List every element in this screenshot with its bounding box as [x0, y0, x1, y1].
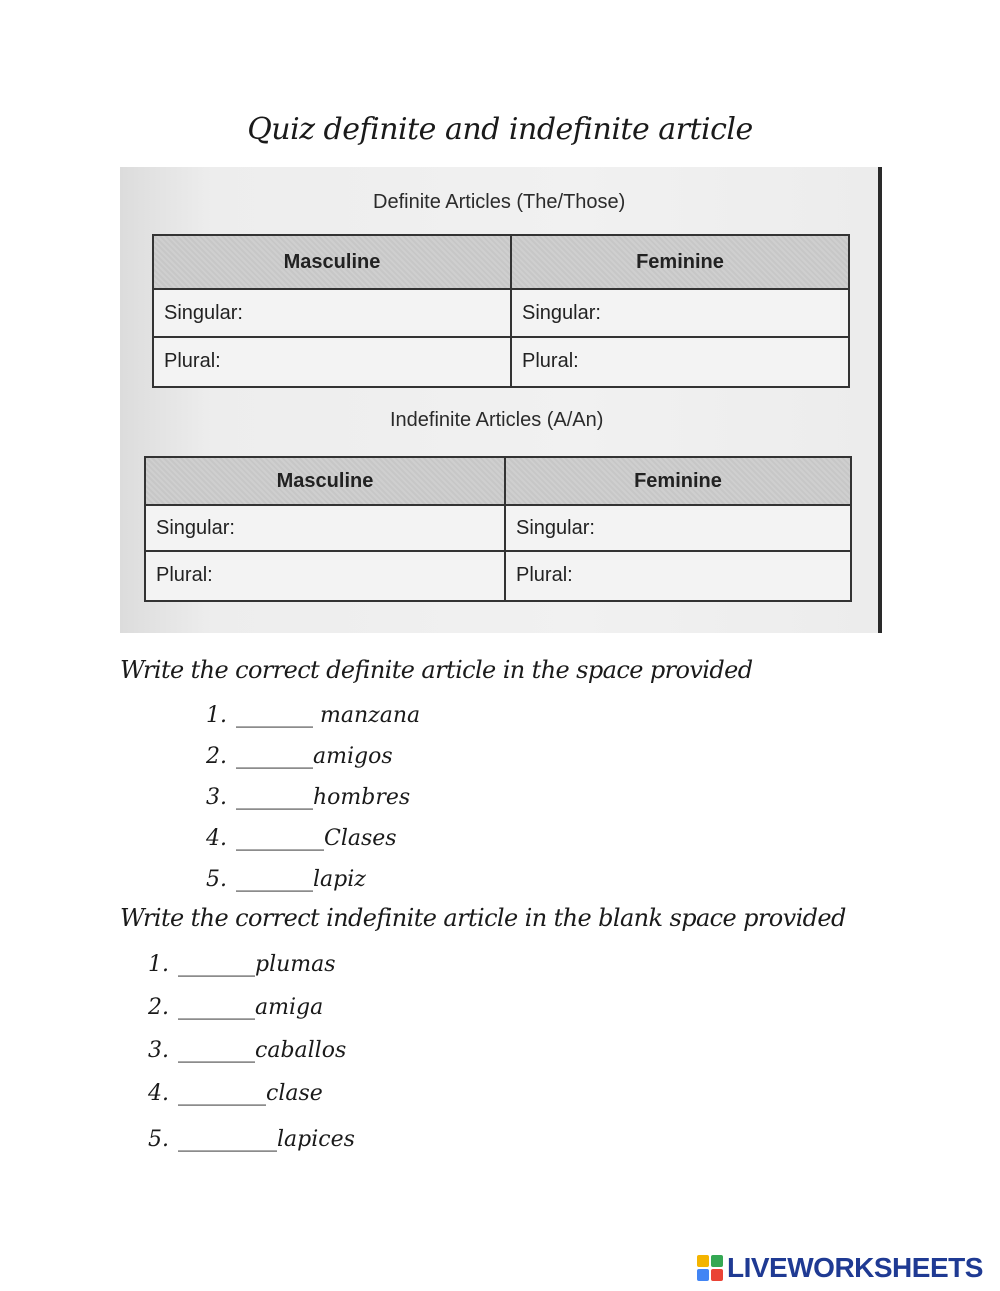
masculine-singular-cell: Singular: — [156, 516, 235, 539]
logo-text: LIVEWORKSHEETS — [727, 1252, 983, 1283]
indefinite-instruction: Write the correct indefinite article in the blank space provided — [120, 904, 846, 932]
header-masculine: Masculine — [283, 250, 381, 273]
article-tables-photo — [120, 167, 882, 633]
item-number: 2. — [148, 995, 169, 1020]
list-item — [206, 744, 393, 769]
table-divider — [146, 550, 850, 552]
masculine-plural-cell: Plural: — [164, 349, 221, 372]
table-header-row — [146, 458, 850, 504]
logo-square — [711, 1255, 723, 1267]
item-text: ________Clases — [236, 826, 397, 851]
header-feminine: Feminine — [634, 469, 722, 492]
liveworksheets-logo[interactable] — [697, 1253, 983, 1283]
feminine-plural-cell: Plural: — [522, 349, 579, 372]
item-text: _______lapiz — [236, 867, 366, 892]
header-feminine: Feminine — [636, 250, 724, 273]
feminine-singular-cell: Singular: — [522, 301, 601, 324]
masculine-plural-cell: Plural: — [156, 563, 213, 586]
item-number: 5. — [148, 1127, 169, 1152]
logo-mark-icon — [697, 1255, 723, 1281]
item-number: 3. — [148, 1038, 169, 1063]
table-divider — [154, 288, 848, 290]
list-item — [148, 1081, 323, 1106]
item-text: _______amiga — [178, 995, 324, 1020]
item-text: _________lapices — [178, 1127, 355, 1152]
item-number: 1. — [148, 952, 169, 977]
item-text: _______hombres — [236, 785, 411, 810]
table-row — [146, 506, 850, 550]
logo-square — [711, 1269, 723, 1281]
table-row — [154, 338, 848, 384]
list-item — [206, 826, 397, 851]
item-number: 5. — [206, 867, 227, 892]
table-divider — [510, 236, 512, 386]
item-number: 4. — [148, 1081, 169, 1106]
feminine-plural-cell: Plural: — [516, 563, 573, 586]
worksheet-title: Quiz definite and indefinite article — [247, 112, 753, 147]
table-row — [154, 290, 848, 336]
list-item — [148, 995, 323, 1020]
list-item — [148, 1127, 355, 1152]
item-number: 2. — [206, 744, 227, 769]
table-divider — [504, 458, 506, 600]
item-text: ________clase — [178, 1081, 323, 1106]
table-row — [146, 552, 850, 598]
definite-articles-table — [152, 234, 850, 388]
header-masculine: Masculine — [276, 469, 374, 492]
feminine-singular-cell: Singular: — [516, 516, 595, 539]
definite-instruction: Write the correct definite article in the space provided — [120, 656, 753, 684]
list-item — [148, 952, 336, 977]
indefinite-articles-table — [144, 456, 852, 602]
item-number: 3. — [206, 785, 227, 810]
masculine-singular-cell: Singular: — [164, 301, 243, 324]
logo-square — [697, 1255, 709, 1267]
list-item — [206, 703, 420, 728]
indefinite-table-caption: Indefinite Articles (A/An) — [390, 409, 604, 431]
list-item — [148, 1038, 346, 1063]
table-header-row — [154, 236, 848, 288]
item-text: _______caballos — [178, 1038, 347, 1063]
table-divider — [146, 504, 850, 506]
item-number: 4. — [206, 826, 227, 851]
list-item — [206, 785, 410, 810]
item-text: _______plumas — [178, 952, 336, 977]
logo-square — [697, 1269, 709, 1281]
item-text: _______ manzana — [236, 703, 421, 728]
definite-table-caption: Definite Articles (The/Those) — [373, 191, 626, 213]
item-text: _______amigos — [236, 744, 393, 769]
item-number: 1. — [206, 703, 227, 728]
table-divider — [154, 336, 848, 338]
list-item — [206, 867, 366, 892]
